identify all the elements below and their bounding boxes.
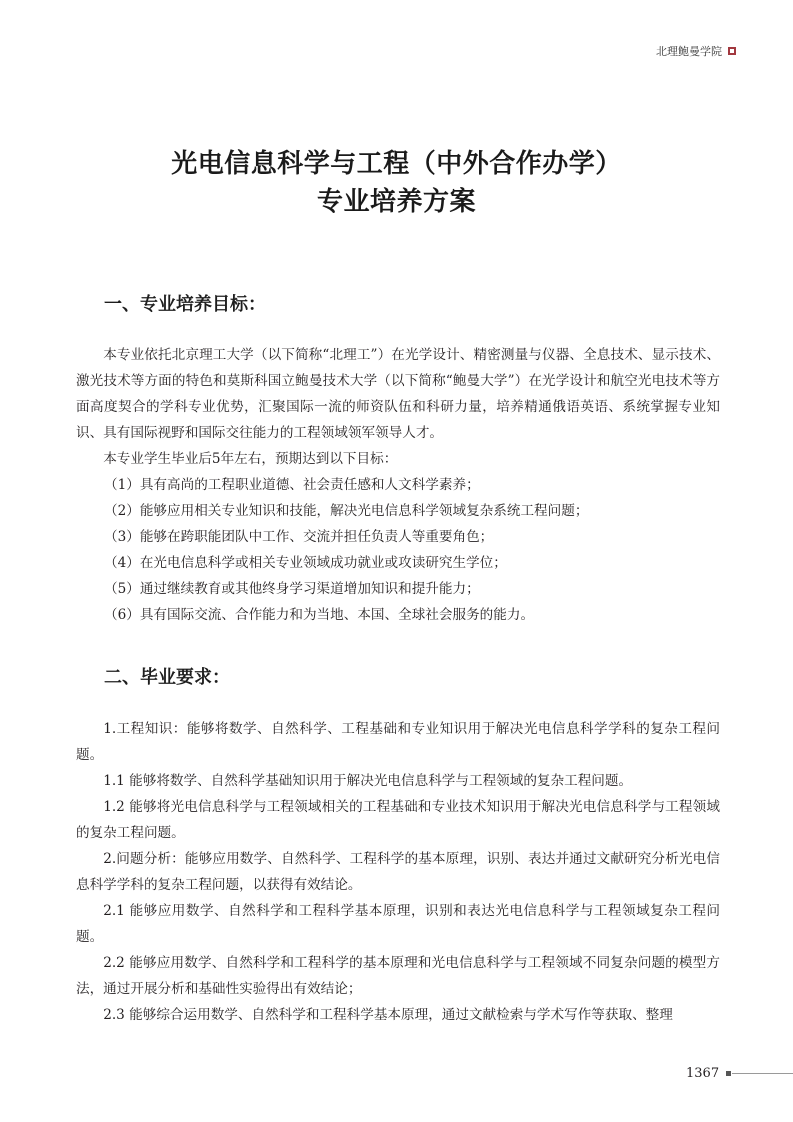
paragraph: 2.1 能够应用数学、自然科学和工程科学基本原理，识别和表达光电信息科学与工程领域复杂工程问题。 — [76, 903, 720, 945]
paragraph: 2.2 能够应用数学、自然科学和工程科学的基本原理和光电信息科学与工程领域不同复杂问题的模型方法，通过开展分析和基础性实验得出有效结论； — [76, 955, 720, 997]
footer-rule — [732, 1073, 793, 1074]
document-title-line-2: 专业培养方案 — [316, 187, 476, 217]
page-number: 1367 — [686, 1066, 720, 1081]
document-title — [0, 145, 793, 221]
list-item: （3）能够在跨职能团队中工作、交流并担任负责人等重要角色； — [104, 529, 494, 545]
paragraph: 2.3 能够综合运用数学、自然科学和工程科学基本原理，通过文献检索与学术写作等获取、整理 — [103, 1007, 673, 1023]
list-item: （6）具有国际交流、合作能力和为当地、本国、全球社会服务的能力。 — [104, 607, 535, 623]
paragraph: 1.工程知识：能够将数学、自然科学、工程基础和专业知识用于解决光电信息科学学科的复杂工程问题。 — [76, 721, 720, 763]
paragraph: 1.2 能够将光电信息科学与工程领域相关的工程基础和专业技术知识用于解决光电信息科学与工程领域的复杂工程问题。 — [76, 799, 720, 841]
section-body-objectives — [76, 342, 720, 628]
section-heading-objectives: 一、专业培养目标： — [104, 294, 266, 315]
list-item: （5）通过继续教育或其他终身学习渠道增加知识和提升能力； — [104, 581, 480, 597]
list-item: （1）具有高尚的工程职业道德、社会责任感和人文科学素养； — [104, 477, 480, 493]
list-item: （4）在光电信息科学或相关专业领域成功就业或攻读研究生学位； — [104, 555, 507, 571]
paragraph: 本专业学生毕业后5年左右，预期达到以下目标： — [103, 451, 398, 467]
section-body-requirements — [76, 716, 720, 1028]
footer-square-icon — [726, 1071, 731, 1076]
paragraph: 本专业依托北京理工大学（以下简称“北理工”）在光学设计、精密测量与仪器、全息技术、显示技术、激光技术等方面的特色和莫斯科国立鲍曼技术大学（以下简称“鲍曼大学”）在光学设计和航空光电技术等方面高度契合的学科专业优势，汇聚国际一流的师资队伍和科研力量，培养精通俄语英语、系统掌握专业知识、具有国际视野和国际交往能力的工程领域领军领导人才。 — [76, 347, 720, 441]
section-heading-requirements: 二、毕业要求： — [104, 667, 230, 688]
page-footer — [686, 1066, 793, 1081]
square-mark-icon — [728, 47, 736, 55]
document-title-line-1: 光电信息科学与工程（中外合作办学） — [171, 149, 622, 179]
list-item: （2）能够应用相关专业知识和技能，解决光电信息科学领域复杂系统工程问题； — [104, 503, 589, 519]
running-header-title: 北理鲍曼学院 — [656, 45, 722, 58]
paragraph: 1.1 能够将数学、自然科学基础知识用于解决光电信息科学与工程领域的复杂工程问题。 — [103, 773, 633, 789]
paragraph: 2.问题分析：能够应用数学、自然科学、工程科学的基本原理，识别、表达并通过文献研究分析光电信息科学学科的复杂工程问题，以获得有效结论。 — [76, 851, 720, 893]
running-header — [656, 43, 736, 59]
